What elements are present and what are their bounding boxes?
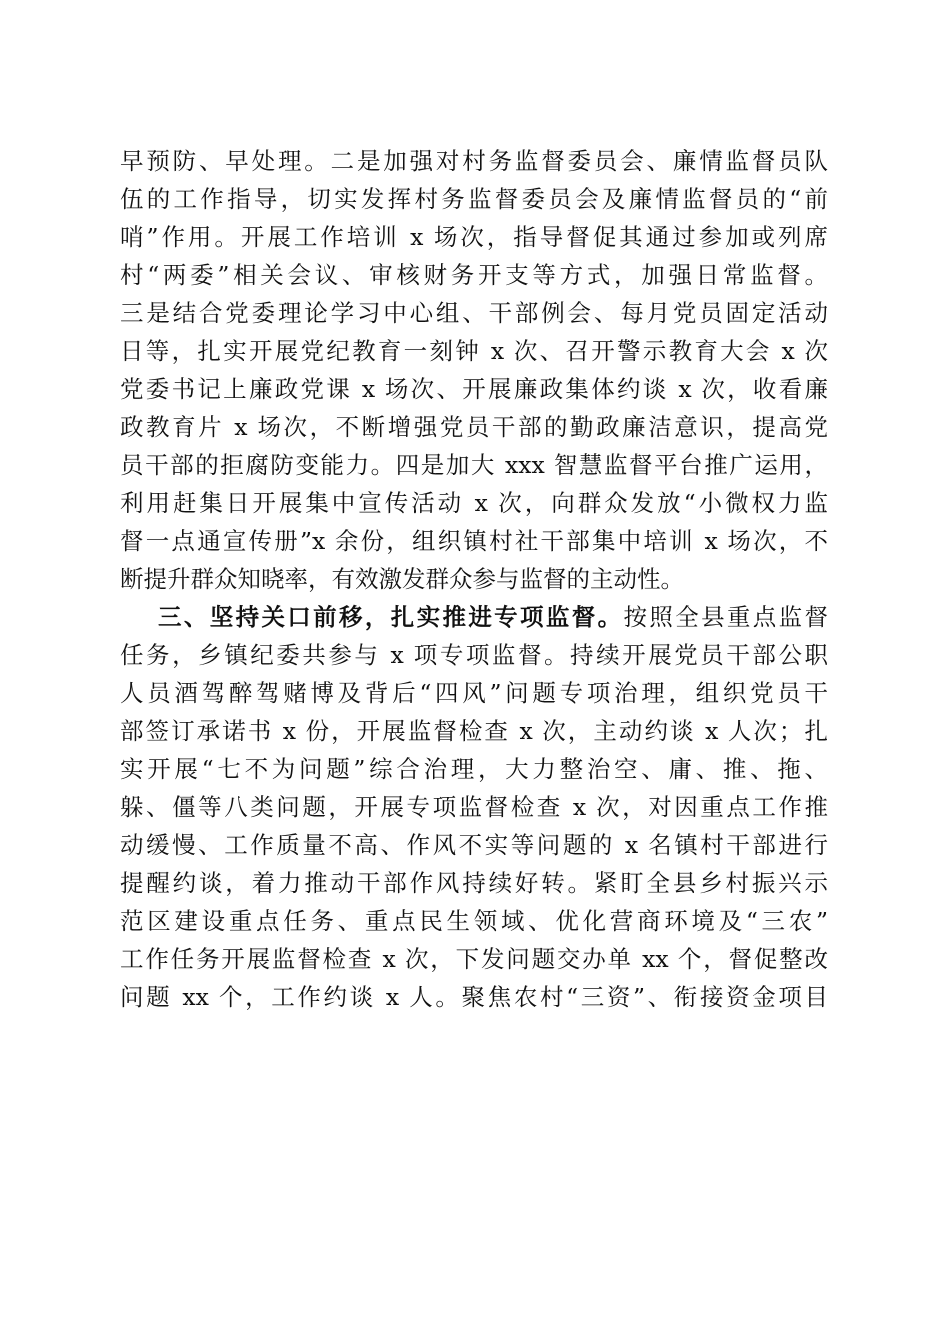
text-line: 督一点通宣传册”x 余份，组织镇村社干部集中培训 x 场次，不 (120, 527, 828, 555)
text-line: 范区建设重点任务、重点民生领域、优化营商环境及“三农” (120, 907, 828, 935)
text-line: 人员酒驾醉驾赌博及背后“四风”问题专项治理，组织党员干 (120, 679, 828, 707)
text-line: 日等，扎实开展党纪教育一刻钟 x 次、召开警示教育大会 x 次 (120, 337, 828, 365)
section-heading: 三、坚持关口前移，扎实推进专项监督。 (158, 603, 624, 631)
text-line: 提醒约谈，着力推动干部作风持续好转。紧盯全县乡村振兴示 (120, 869, 828, 897)
section-first-line (120, 598, 828, 636)
text-line: 工作任务开展监督检查 x 次，下发问题交办单 xx 个，督促整改 (120, 945, 828, 973)
text-line: 员干部的拒腐防变能力。四是加大 xxx 智慧监督平台推广运用， (120, 451, 828, 479)
text-line: 早预防、早处理。二是加强对村务监督委员会、廉情监督员队 (120, 147, 828, 175)
text-line: 三是结合党委理论学习中心组、干部例会、每月党员固定活动 (120, 299, 828, 327)
text-line: 动缓慢、工作质量不高、作风不实等问题的 x 名镇村干部进行 (120, 831, 828, 859)
text-line: 问题 xx 个，工作约谈 x 人。聚焦农村“三资”、衔接资金项目 (120, 983, 828, 1011)
paragraph-special-supervision (120, 598, 828, 1016)
section-heading-continuation: 按照全县重点监督 (623, 603, 829, 631)
paragraph-oversight-training (120, 142, 828, 598)
text-line: 党委书记上廉政党课 x 场次、开展廉政集体约谈 x 次，收看廉 (120, 375, 828, 403)
text-line: 实开展“七不为问题”综合治理，大力整治空、庸、推、拖、 (120, 755, 828, 783)
text-line: 任务，乡镇纪委共参与 x 项专项监督。持续开展党员干部公职 (120, 641, 828, 669)
document-body (120, 142, 828, 1016)
text-line: 断提升群众知晓率，有效激发群众参与监督的主动性。 (120, 565, 684, 593)
text-line: 部签订承诺书 x 份，开展监督检查 x 次，主动约谈 x 人次；扎 (120, 717, 828, 745)
text-line: 利用赶集日开展集中宣传活动 x 次，向群众发放“小微权力监 (120, 489, 828, 517)
text-line: 村“两委”相关会议、审核财务开支等方式，加强日常监督。 (120, 261, 828, 289)
text-line: 哨”作用。开展工作培训 x 场次，指导督促其通过参加或列席 (120, 223, 828, 251)
text-line: 政教育片 x 场次，不断增强党员干部的勤政廉洁意识，提高党 (120, 413, 828, 441)
text-line: 躲、僵等八类问题，开展专项监督检查 x 次，对因重点工作推 (120, 793, 828, 821)
text-line: 伍的工作指导，切实发挥村务监督委员会及廉情监督员的“前 (120, 185, 828, 213)
